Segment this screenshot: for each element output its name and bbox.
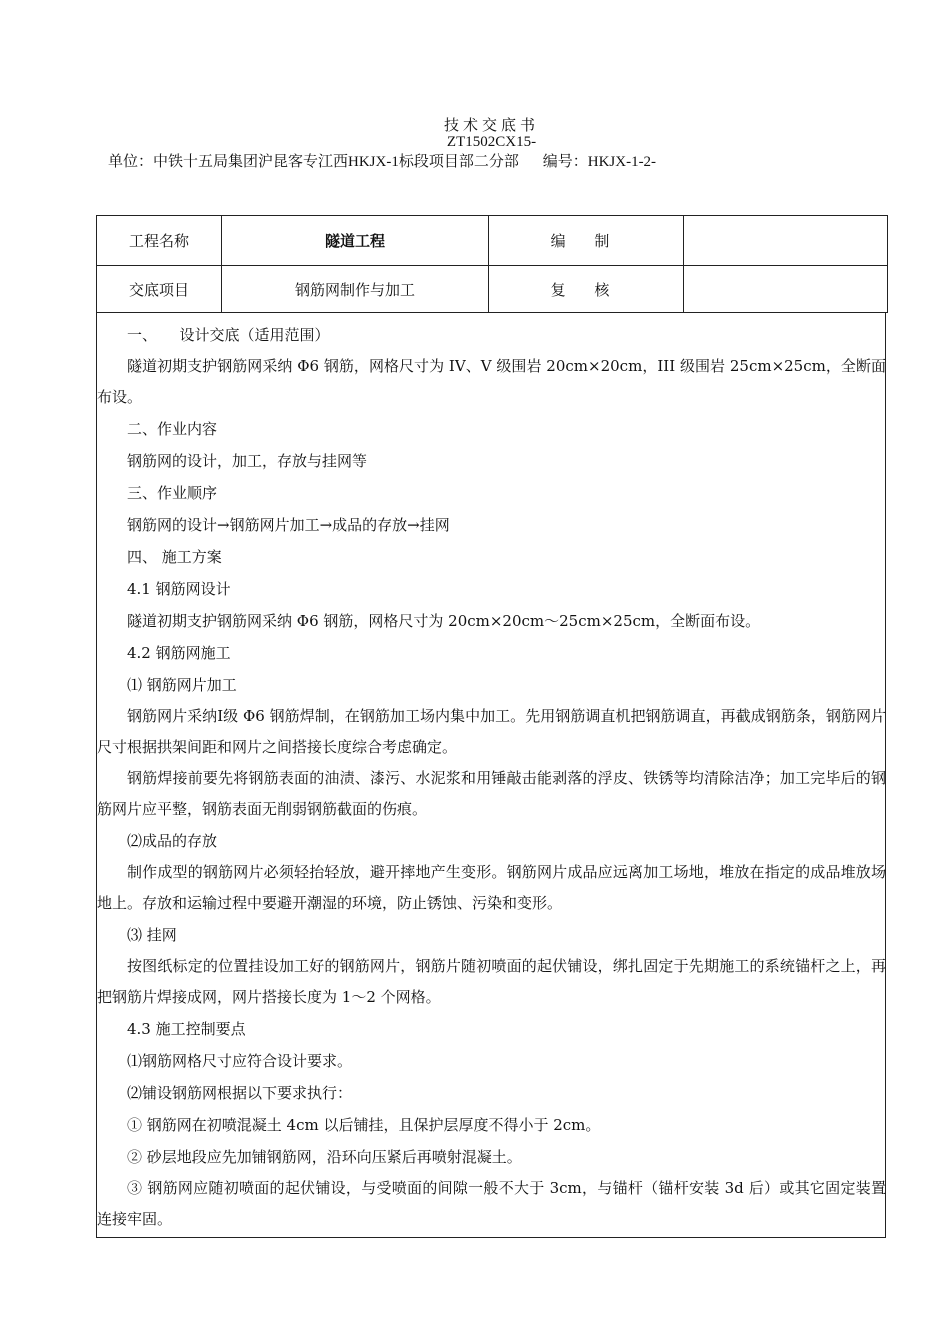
paragraph: 按图纸标定的位置挂设加工好的钢筋网片，钢筋片随初喷面的起伏铺设，绑扎固定于先期施工的系统锚杆之上，再把钢筋片焊接成网，网片搭接长度为 1～2 个网格。 [97, 957, 886, 1006]
item-heading: ⑴ 钢筋网片加工 [127, 676, 237, 694]
paragraph: 钢筋网的设计→钢筋网片加工→成品的存放→挂网 [127, 516, 450, 534]
item-heading: ⑶ 挂网 [127, 926, 177, 944]
paragraph: 制作成型的钢筋网片必须轻抬轻放，避开摔地产生变形。钢筋网片成品应远离加工场地，堆放在指定的成品堆放场地上。存放和运输过程中要避开潮湿的环境，防止锈蚀、污染和变形。 [97, 863, 886, 912]
list-item: ① 钢筋网在初喷混凝土 4cm 以后铺挂，且保护层厚度不得小于 2cm。 [127, 1116, 601, 1134]
info-table [96, 215, 888, 313]
paragraph: 隧道初期支护钢筋网采纳 Φ6 钢筋，网格尺寸为 20cm×20cm～25cm×25cm，全断面布设。 [127, 612, 761, 630]
list-item: ③ 钢筋网应随初喷面的起伏铺设，与受喷面的间隙一般不大于 3cm，与锚杆（锚杆安装 3d 后）或其它固定装置连接牢固。 [97, 1179, 886, 1228]
paragraph: 钢筋焊接前要先将钢筋表面的油渍、漆污、水泥浆和用锤敲击能剥落的浮皮、铁锈等均清除洁净；加工完毕后的钢筋网片应平整，钢筋表面无削弱钢筋截面的伤痕。 [97, 769, 886, 818]
paragraph: 隧道初期支护钢筋网采纳 Φ6 钢筋，网格尺寸为 IV、V 级围岩 20cm×20cm，III 级围岩 25cm×25cm，全断面布设。 [97, 357, 886, 406]
subsection-heading: 4.1 钢筋网设计 [127, 580, 231, 598]
section-heading: 二、作业内容 [127, 420, 218, 438]
review-value [684, 266, 888, 313]
number-value: HKJX-1-2- [587, 154, 657, 170]
subsection-heading: 4.2 钢筋网施工 [127, 644, 231, 662]
item-label: 交底项目 [97, 266, 222, 313]
unit-suffix: 标段项目部二分部 [398, 152, 519, 170]
number-label: 编号： [542, 152, 588, 170]
document-title: 技术交底书 [443, 116, 539, 134]
item-heading: ⑵成品的存放 [127, 832, 218, 850]
section-heading: 一、 设计交底（适用范围） [127, 326, 330, 344]
unit-section-code: HKJX-1 [348, 154, 399, 170]
item-value: 钢筋网制作与加工 [222, 266, 489, 313]
compile-value [684, 216, 888, 266]
section-heading: 三、作业顺序 [127, 484, 218, 502]
section-heading: 四、 施工方案 [127, 548, 222, 566]
list-item: ⑴钢筋网格尺寸应符合设计要求。 [127, 1052, 353, 1070]
unit-line [108, 150, 656, 171]
paragraph: 钢筋网的设计，加工，存放与挂网等 [127, 452, 368, 470]
table-row [97, 266, 888, 313]
document-code: ZT1502CX15- [446, 134, 537, 150]
review-label: 复 核 [489, 266, 684, 313]
compile-label: 编 制 [489, 216, 684, 266]
unit-label: 单位：中铁十五局集团沪昆客专江西 [108, 152, 349, 170]
list-item: ② 砂层地段应先加铺钢筋网，沿环向压紧后再喷射混凝土。 [127, 1148, 522, 1166]
list-item: ⑵铺设钢筋网根据以下要求执行： [127, 1084, 353, 1102]
paragraph: 钢筋网片采纳Ⅰ级 Φ6 钢筋焊制，在钢筋加工场内集中加工。先用钢筋调直机把钢筋调直，再截成钢筋条，钢筋网片尺寸根据拱架间距和网片之间搭接长度综合考虑确定。 [97, 707, 886, 756]
project-name-value: 隧道工程 [222, 216, 489, 266]
project-name-label: 工程名称 [97, 216, 222, 266]
table-row [97, 216, 888, 266]
subsection-heading: 4.3 施工控制要点 [127, 1020, 246, 1038]
content-body [97, 319, 886, 1235]
